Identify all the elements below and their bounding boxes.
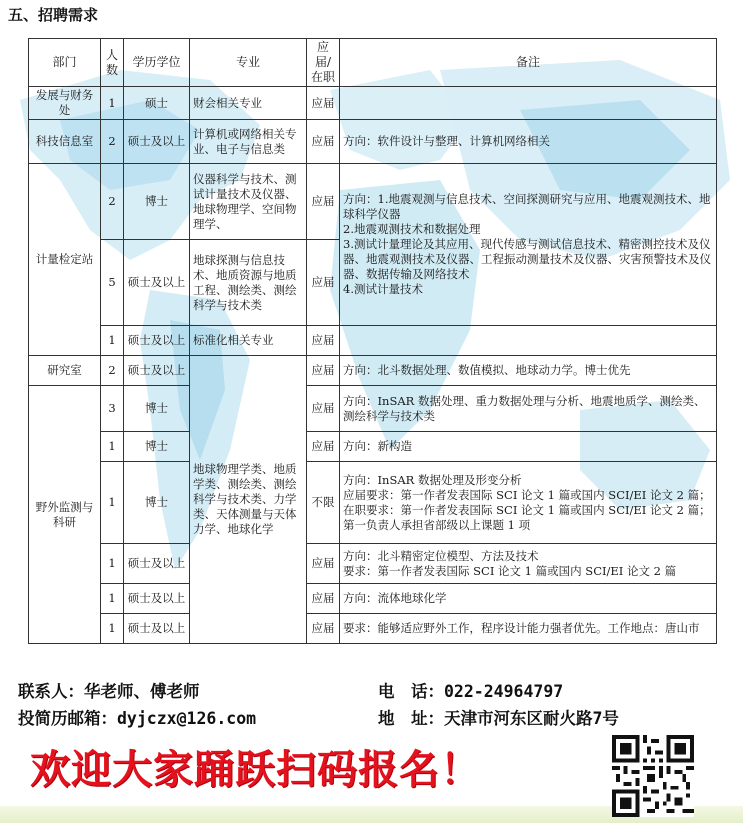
header-status-line1: 应届/	[314, 40, 332, 69]
header-major: 专业	[190, 39, 307, 87]
table-row	[29, 584, 717, 614]
cell-count: 2	[101, 164, 124, 240]
cell-count: 1	[101, 544, 124, 584]
header-status-line2: 在职	[310, 70, 335, 84]
table-header-row	[29, 39, 717, 87]
contact-person: 华老师、傅老师	[84, 682, 200, 701]
cell-count: 1	[101, 462, 124, 544]
contact-person-line	[18, 678, 200, 702]
address-line	[378, 705, 619, 729]
cell-remark-metrology: 方向：1.地震观测与信息技术、空间探测研究与应用、地震观测技术、地球科学仪器 2.地震观测技术和数据处理 3.测试计量理论及其应用、现代传感与测试信息技术、精密测控技术及仪器、地震观测技术及仪器、工程振动测量技术及仪器、灾害预警技术及仪器、数据传输及网络技术 4.测试计量技术	[340, 164, 717, 326]
cell-remark: 方向：北斗数据处理、数值模拟、地球动力学。博士优先	[340, 356, 717, 386]
cell-major-metrology-b: 地球探测与信息技术、地质资源与地质工程、测绘类、测绘科学与技术类	[190, 240, 307, 326]
table-row	[29, 386, 717, 432]
header-dept: 部门	[29, 39, 101, 87]
cell-dept: 科技信息室	[29, 120, 101, 164]
cell-dept-field: 野外监测与科研	[29, 386, 101, 644]
cell-remark: 方向：北斗精密定位模型、方法及技术 要求：第一作者发表国际 SCI 论文 1 篇或国内 SCI/EI 论文 2 篇	[340, 544, 717, 584]
table-row	[29, 87, 717, 120]
cell-degree: 硕士及以上	[124, 544, 190, 584]
cell-status: 应届	[307, 584, 340, 614]
cell-count: 3	[101, 386, 124, 432]
cell-dept: 研究室	[29, 356, 101, 386]
cell-status: 应届	[307, 356, 340, 386]
signup-slogan: 欢迎大家踊跃扫码报名！	[30, 747, 481, 793]
cell-major: 计算机或网络相关专业、电子与信息类	[190, 120, 307, 164]
cell-dept-metrology: 计量检定站	[29, 164, 101, 356]
cell-degree: 硕士及以上	[124, 120, 190, 164]
cell-major: 标准化相关专业	[190, 326, 307, 356]
cell-remark: 方向：InSAR 数据处理、重力数据处理与分析、地震地质学、测绘类、测绘科学与技术类	[340, 386, 717, 432]
cell-degree: 博士	[124, 432, 190, 462]
qr-code-icon[interactable]	[612, 735, 694, 817]
cell-count: 2	[101, 120, 124, 164]
cell-status: 应届	[307, 326, 340, 356]
cell-count: 1	[101, 87, 124, 120]
phone-label: 电 话：	[378, 682, 444, 701]
cell-status: 应届	[307, 240, 340, 326]
header-degree: 学历学位	[124, 39, 190, 87]
cell-status: 应届	[307, 386, 340, 432]
table-row	[29, 164, 717, 240]
cell-degree: 硕士及以上	[124, 240, 190, 326]
phone-number: 022-24964797	[444, 682, 564, 701]
email-line	[18, 705, 256, 729]
address-label: 地 址：	[378, 709, 444, 728]
cell-status: 应届	[307, 120, 340, 164]
cell-count: 2	[101, 356, 124, 386]
cell-major-field: 地球物理学类、地质学类、测绘类、测绘科学与技术类、力学类、天体测量与天体力学、地球化学	[190, 356, 307, 644]
table-row	[29, 120, 717, 164]
cell-degree: 硕士	[124, 87, 190, 120]
cell-degree: 博士	[124, 462, 190, 544]
cell-status: 应届	[307, 432, 340, 462]
table-row	[29, 356, 717, 386]
table-row	[29, 326, 717, 356]
cell-remark: 方向：软件设计与整理、计算机网络相关	[340, 120, 717, 164]
cell-remark: 方向：流体地球化学	[340, 584, 717, 614]
cell-count: 1	[101, 614, 124, 644]
cell-status: 应届	[307, 164, 340, 240]
table-row	[29, 432, 717, 462]
contact-person-label: 联系人：	[18, 682, 84, 701]
cell-remark	[340, 87, 717, 120]
cell-degree: 博士	[124, 386, 190, 432]
section-title: 五、招聘需求	[8, 6, 99, 24]
address: 天津市河东区耐火路7号	[444, 709, 619, 728]
cell-count: 1	[101, 432, 124, 462]
table-row	[29, 614, 717, 644]
cell-count: 5	[101, 240, 124, 326]
header-remark: 备注	[340, 39, 717, 87]
cell-degree: 硕士及以上	[124, 614, 190, 644]
cell-remark	[340, 326, 717, 356]
email-label: 投简历邮箱：	[18, 709, 117, 728]
cell-degree: 硕士及以上	[124, 584, 190, 614]
header-status	[307, 39, 340, 87]
table-row	[29, 544, 717, 584]
cell-status: 应届	[307, 614, 340, 644]
cell-count: 1	[101, 584, 124, 614]
cell-major-metrology-a: 仪器科学与技术、测试计量技术及仪器、地球物理学、空间物理学、	[190, 164, 307, 240]
cell-status: 应届	[307, 87, 340, 120]
phone-line	[378, 678, 563, 702]
cell-degree: 博士	[124, 164, 190, 240]
cell-count: 1	[101, 326, 124, 356]
cell-dept: 发展与财务处	[29, 87, 101, 120]
cell-remark: 方向：新构造	[340, 432, 717, 462]
cell-major: 财会相关专业	[190, 87, 307, 120]
recruitment-table	[28, 38, 717, 644]
cell-degree: 硕士及以上	[124, 356, 190, 386]
cell-status: 不限	[307, 462, 340, 544]
table-row	[29, 462, 717, 544]
cell-remark: 方向：InSAR 数据处理及形变分析 应届要求：第一作者发表国际 SCI 论文 1 篇或国内 SCI/EI 论文 2 篇； 在职要求：第一作者发表国际 SCI 论文 1 篇或国内 SCI/EI 论文 2 篇；第一负责人承担省部级以上课题 1 项	[340, 462, 717, 544]
cell-remark: 要求：能够适应野外工作，程序设计能力强者优先。工作地点：唐山市	[340, 614, 717, 644]
cell-status: 应届	[307, 544, 340, 584]
header-count: 人数	[101, 39, 124, 87]
cell-degree: 硕士及以上	[124, 326, 190, 356]
email-address[interactable]: dyjczx@126.com	[117, 709, 257, 728]
